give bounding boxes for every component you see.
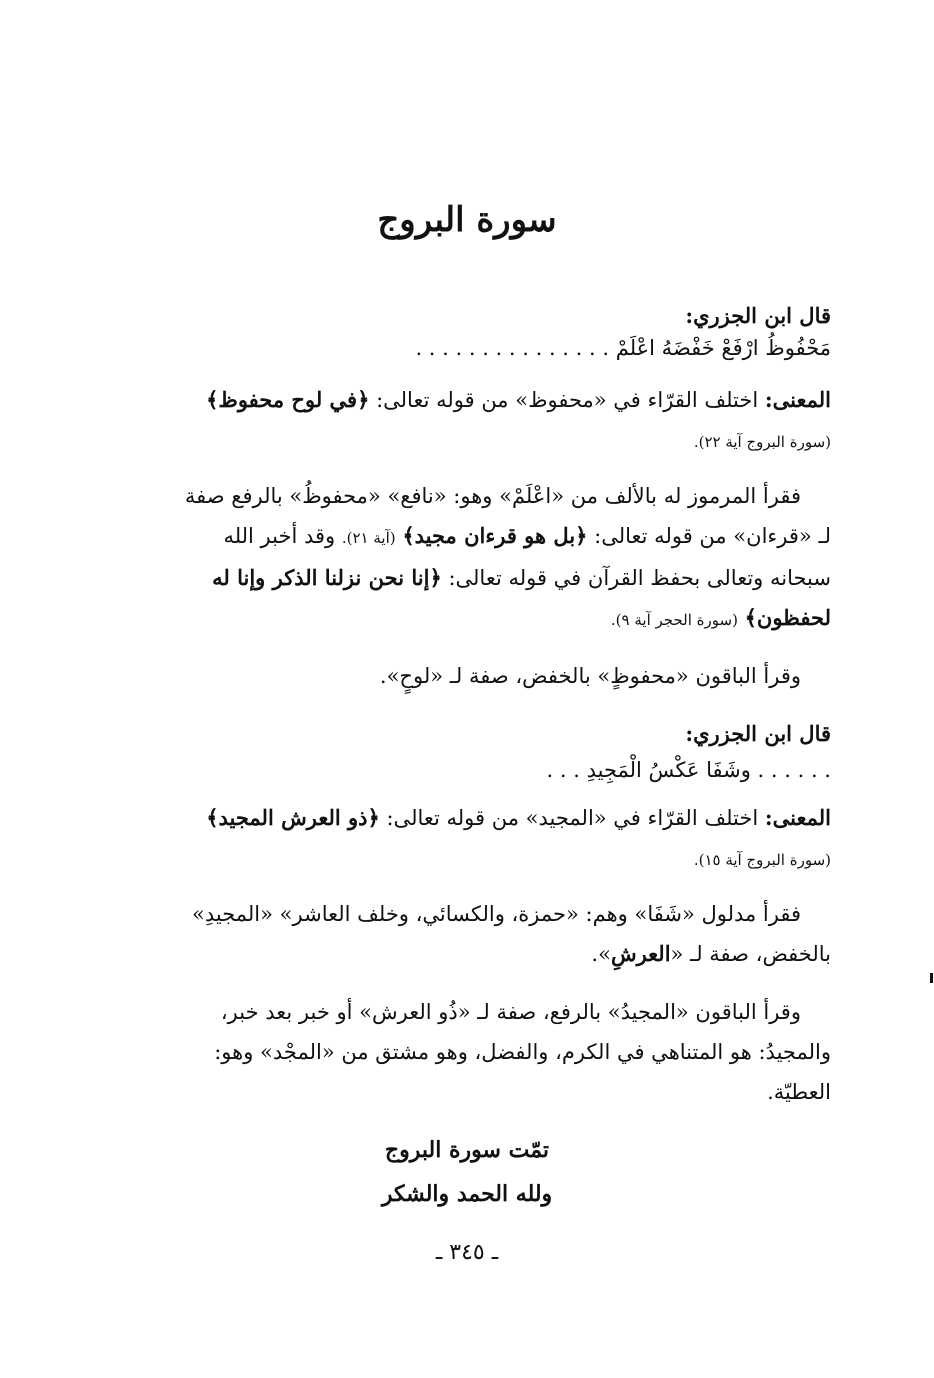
closing-line-2: ولله الحمد والشكر	[381, 1181, 553, 1207]
paragraph-line: وقرأ الباقون «المجيدُ» بالرفع، صفة لـ «ذُو العرش» أو خبر بعد خبر،	[220, 1000, 801, 1024]
paragraph-text: وقد أخبر الله	[223, 524, 336, 548]
verse-reference: (آية ٢١).	[341, 529, 396, 547]
paragraph-line: فقرأ المرموز له بالألف من «اعْلَمْ» وهو: «نافع» «محفوظُ» بالرفع صفة	[184, 484, 801, 508]
section-1-paragraph-2	[101, 656, 831, 696]
section-2-heading: قال ابن الجزري:	[685, 721, 831, 746]
quran-quote: ﴿بل هو قرءان مجيد﴾	[402, 523, 588, 548]
verse-reference: (سورة الحجر آية ٩).	[610, 611, 738, 629]
meaning-text: اختلف القرّاء في «محفوظ» من قوله تعالى:	[376, 388, 759, 412]
section-1-heading: قال ابن الجزري:	[685, 303, 831, 328]
surah-title: سورة البروج	[377, 200, 557, 240]
section-1-paragraph-1	[101, 476, 831, 640]
section-2-paragraph-2	[101, 992, 831, 1112]
meaning-text: اختلف القرّاء في «المجيد» من قوله تعالى:	[386, 806, 759, 830]
meaning-label: المعنى:	[764, 805, 831, 830]
paragraph-text: لـ «قرءان» من قوله تعالى:	[594, 524, 831, 548]
paragraph-line: فقرأ مدلول «شَفَا» وهم: «حمزة، والكسائي، وخلف العاشر» «المجيدِ»	[192, 902, 801, 926]
section-2	[101, 714, 831, 790]
paragraph-text: سبحانه وتعالى بحفظ القرآن في قوله تعالى:	[448, 566, 831, 590]
quran-quote: ﴿إنا نحن نزلنا الذكر وإنا له	[212, 565, 442, 590]
paragraph-line: وقرأ الباقون «محفوظٍ» بالخفض، صفة لـ «لوحٍ».	[379, 664, 801, 688]
quran-quote: لحفظون﴾	[744, 605, 831, 630]
meaning-quote: ﴿في لوح محفوظ﴾	[206, 387, 370, 412]
meaning-reference: (سورة البروج آية ٢٢).	[693, 433, 831, 451]
paragraph-text: بالخفض، صفة لـ «	[670, 942, 831, 966]
closing-formula	[0, 1128, 934, 1216]
section-2-verse: . . . . . . وشَفَا عَكْسُ الْمَجِيدِ . . .	[546, 758, 831, 782]
meaning-reference: (سورة البروج آية ١٥).	[693, 851, 831, 869]
section-1	[101, 296, 831, 368]
paragraph-line: والمجيدُ: هو المتناهي في الكرم، والفضل، وهو مشتق من «المجْد» وهو:	[214, 1040, 831, 1064]
bold-word: العرشِ	[610, 941, 671, 966]
closing-line-1: تمّت سورة البروج	[384, 1137, 550, 1163]
section-1-verse: مَحْفُوظُ ارْفَعْ خَفْضَهُ اعْلَمْ . . . . . . . . . . . . . . .	[415, 336, 831, 360]
page-number: ـ ٣٤٥ ـ	[435, 1240, 499, 1265]
section-1-meaning	[101, 380, 831, 464]
paragraph-text: ».	[591, 942, 611, 966]
section-2-paragraph-1	[101, 894, 831, 974]
meaning-quote: ﴿ذو العرش المجيد﴾	[206, 805, 380, 830]
margin-mark	[930, 973, 933, 983]
meaning-label: المعنى:	[764, 387, 831, 412]
paragraph-line: العطيّة.	[767, 1080, 831, 1104]
section-2-meaning	[101, 798, 831, 882]
